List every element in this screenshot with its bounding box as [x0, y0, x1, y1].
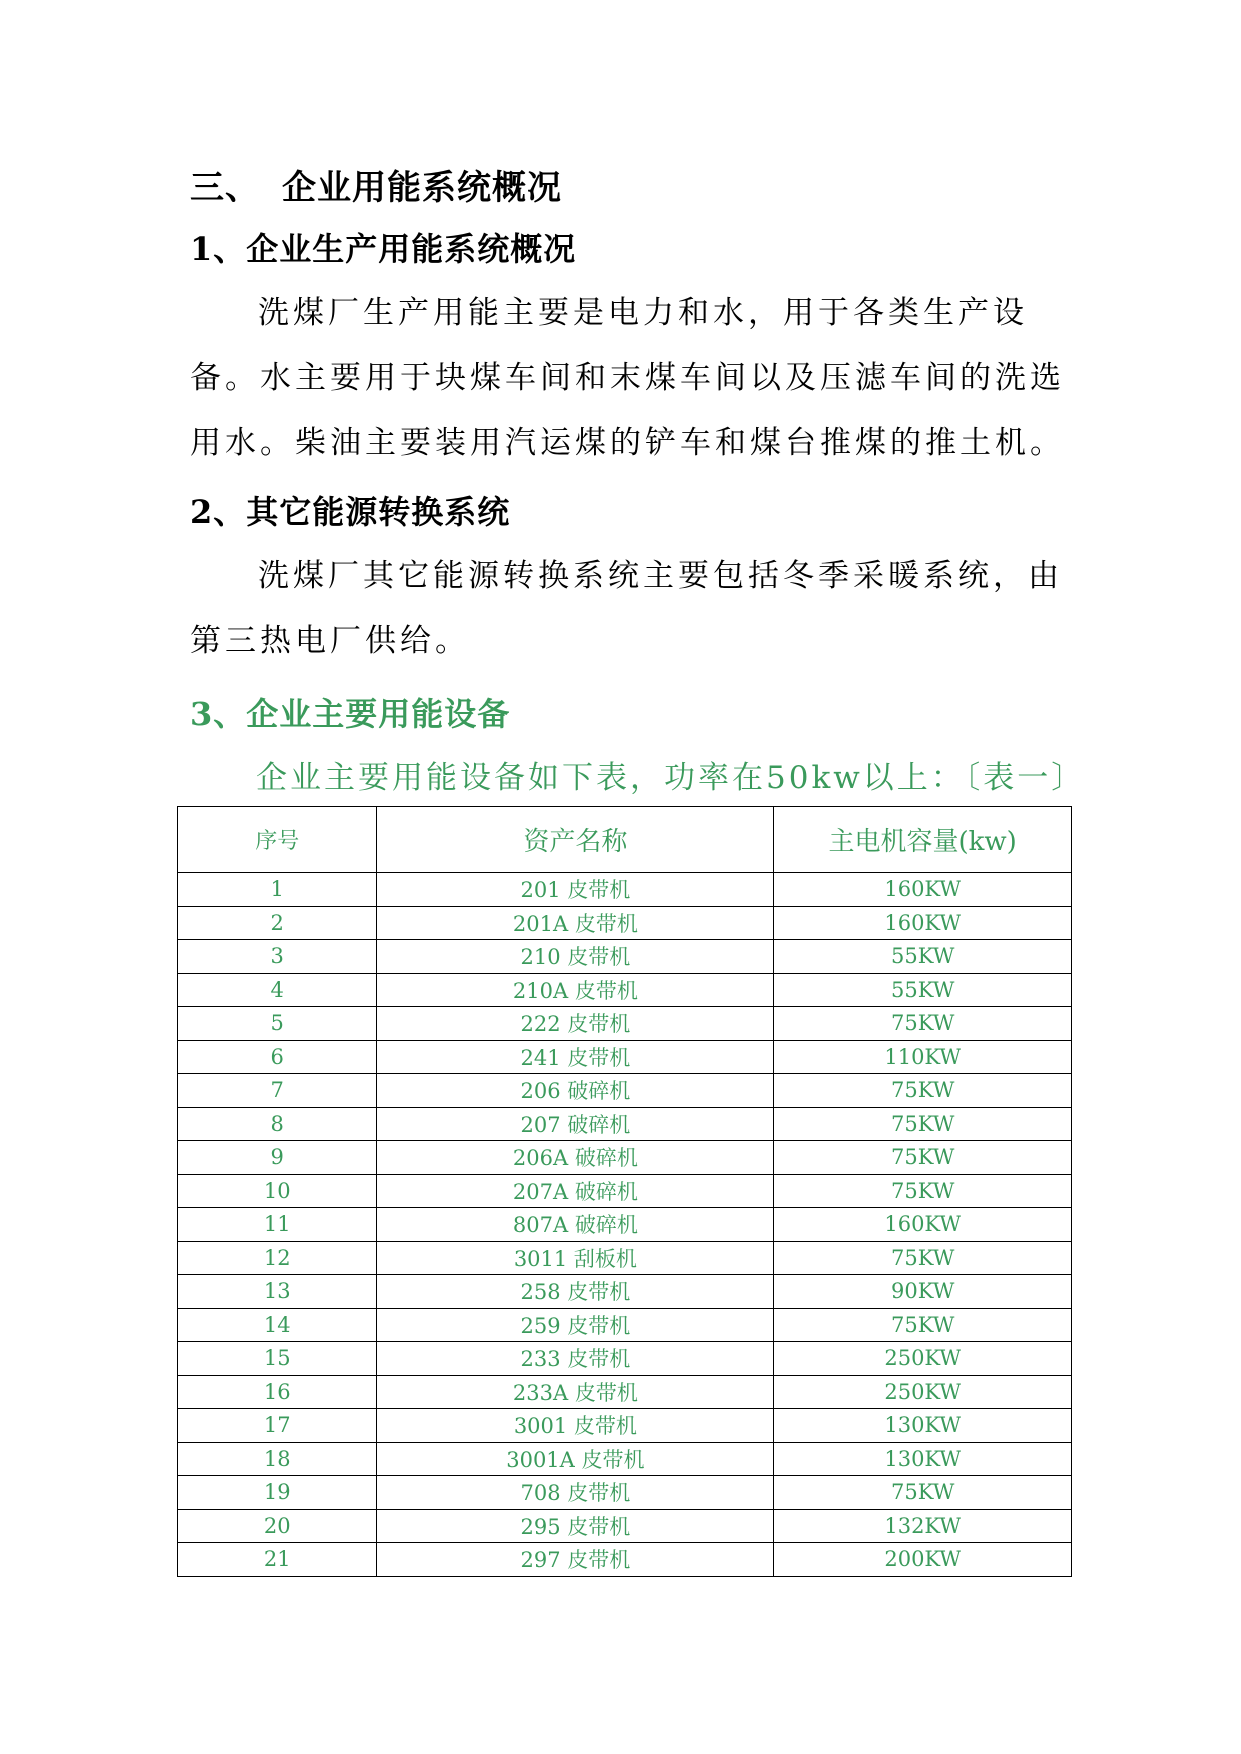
cell-serial-number: 19	[178, 1476, 377, 1510]
cell-serial-number: 17	[178, 1409, 377, 1443]
cell-asset-name: 708 皮带机	[377, 1476, 774, 1510]
cell-serial-number: 8	[178, 1107, 377, 1141]
cell-serial-number: 16	[178, 1375, 377, 1409]
table-row	[178, 1141, 1072, 1175]
table-row	[178, 1476, 1072, 1510]
cell-serial-number: 18	[178, 1442, 377, 1476]
table-row	[178, 1342, 1072, 1376]
cell-asset-name: 206A 破碎机	[377, 1141, 774, 1175]
cell-asset-name: 258 皮带机	[377, 1275, 774, 1309]
cell-motor-capacity: 75KW	[774, 1007, 1072, 1041]
cell-asset-name: 222 皮带机	[377, 1007, 774, 1041]
cell-motor-capacity: 75KW	[774, 1141, 1072, 1175]
cell-motor-capacity: 75KW	[774, 1107, 1072, 1141]
table-header-row	[178, 807, 1072, 873]
subsection-1-paragraph: 洗煤厂生产用能主要是电力和水，用于各类生产设备。水主要用于块煤车间和末煤车间以及压滤车间的洗选用水。柴油主要装用汽运煤的铲车和煤台推煤的推土机。	[190, 295, 1065, 461]
header-asset-name: 资产名称	[377, 807, 774, 873]
cell-serial-number: 15	[178, 1342, 377, 1376]
table-row	[178, 906, 1072, 940]
cell-serial-number: 10	[178, 1174, 377, 1208]
cell-motor-capacity: 250KW	[774, 1342, 1072, 1376]
table-row	[178, 1442, 1072, 1476]
cell-asset-name: 259 皮带机	[377, 1308, 774, 1342]
cell-serial-number: 9	[178, 1141, 377, 1175]
subsection-2-heading: 2、其它能源转换系统	[190, 493, 511, 531]
table-row	[178, 1208, 1072, 1242]
table-row	[178, 1543, 1072, 1577]
cell-motor-capacity: 75KW	[774, 1241, 1072, 1275]
cell-asset-name: 3001 皮带机	[377, 1409, 774, 1443]
table-row	[178, 1308, 1072, 1342]
equipment-table	[177, 806, 1072, 1577]
subsection-2-paragraph: 洗煤厂其它能源转换系统主要包括冬季采暖系统，由第三热电厂供给。	[190, 558, 1063, 659]
cell-serial-number: 20	[178, 1509, 377, 1543]
cell-asset-name: 241 皮带机	[377, 1040, 774, 1074]
section-title: 企业用能系统概况	[282, 168, 562, 208]
cell-asset-name: 201 皮带机	[377, 873, 774, 907]
cell-asset-name: 206 破碎机	[377, 1074, 774, 1108]
cell-motor-capacity: 160KW	[774, 873, 1072, 907]
table-row	[178, 1509, 1072, 1543]
cell-asset-name: 207A 破碎机	[377, 1174, 774, 1208]
header-motor-capacity: 主电机容量(kw)	[774, 807, 1072, 873]
cell-motor-capacity: 200KW	[774, 1543, 1072, 1577]
cell-asset-name: 3011 刮板机	[377, 1241, 774, 1275]
cell-serial-number: 13	[178, 1275, 377, 1309]
cell-motor-capacity: 110KW	[774, 1040, 1072, 1074]
cell-motor-capacity: 130KW	[774, 1442, 1072, 1476]
cell-asset-name: 210 皮带机	[377, 940, 774, 974]
cell-motor-capacity: 55KW	[774, 940, 1072, 974]
cell-serial-number: 6	[178, 1040, 377, 1074]
cell-serial-number: 2	[178, 906, 377, 940]
cell-serial-number: 14	[178, 1308, 377, 1342]
table-row	[178, 1107, 1072, 1141]
cell-motor-capacity: 160KW	[774, 1208, 1072, 1242]
cell-motor-capacity: 75KW	[774, 1174, 1072, 1208]
cell-motor-capacity: 55KW	[774, 973, 1072, 1007]
cell-motor-capacity: 75KW	[774, 1074, 1072, 1108]
cell-asset-name: 201A 皮带机	[377, 906, 774, 940]
table-row	[178, 1409, 1072, 1443]
cell-asset-name: 210A 皮带机	[377, 973, 774, 1007]
cell-asset-name: 297 皮带机	[377, 1543, 774, 1577]
table-row	[178, 1174, 1072, 1208]
table-row	[178, 1040, 1072, 1074]
cell-serial-number: 12	[178, 1241, 377, 1275]
table-caption: 企业主要用能设备如下表，功率在50kw以上：〔表一〕	[256, 760, 1086, 796]
cell-motor-capacity: 160KW	[774, 906, 1072, 940]
table-row	[178, 1007, 1072, 1041]
cell-serial-number: 5	[178, 1007, 377, 1041]
header-serial-number: 序号	[178, 807, 377, 873]
cell-motor-capacity: 132KW	[774, 1509, 1072, 1543]
table-row	[178, 1375, 1072, 1409]
cell-serial-number: 3	[178, 940, 377, 974]
cell-asset-name: 233A 皮带机	[377, 1375, 774, 1409]
table-body	[178, 873, 1072, 1577]
cell-serial-number: 21	[178, 1543, 377, 1577]
cell-serial-number: 1	[178, 873, 377, 907]
cell-motor-capacity: 75KW	[774, 1308, 1072, 1342]
section-number: 三、	[190, 168, 260, 208]
cell-asset-name: 233 皮带机	[377, 1342, 774, 1376]
subsection-1-heading: 1、企业生产用能系统概况	[190, 230, 577, 268]
cell-motor-capacity: 90KW	[774, 1275, 1072, 1309]
table-row	[178, 1074, 1072, 1108]
cell-motor-capacity: 130KW	[774, 1409, 1072, 1443]
section-heading	[190, 160, 562, 209]
cell-asset-name: 3001A 皮带机	[377, 1442, 774, 1476]
table-row	[178, 973, 1072, 1007]
table-row	[178, 873, 1072, 907]
cell-motor-capacity: 75KW	[774, 1476, 1072, 1510]
cell-asset-name: 807A 破碎机	[377, 1208, 774, 1242]
table-row	[178, 940, 1072, 974]
cell-asset-name: 295 皮带机	[377, 1509, 774, 1543]
cell-motor-capacity: 250KW	[774, 1375, 1072, 1409]
cell-asset-name: 207 破碎机	[377, 1107, 774, 1141]
table-row	[178, 1275, 1072, 1309]
cell-serial-number: 11	[178, 1208, 377, 1242]
table-row	[178, 1241, 1072, 1275]
cell-serial-number: 4	[178, 973, 377, 1007]
subsection-3-heading: 3、企业主要用能设备	[190, 695, 511, 733]
cell-serial-number: 7	[178, 1074, 377, 1108]
